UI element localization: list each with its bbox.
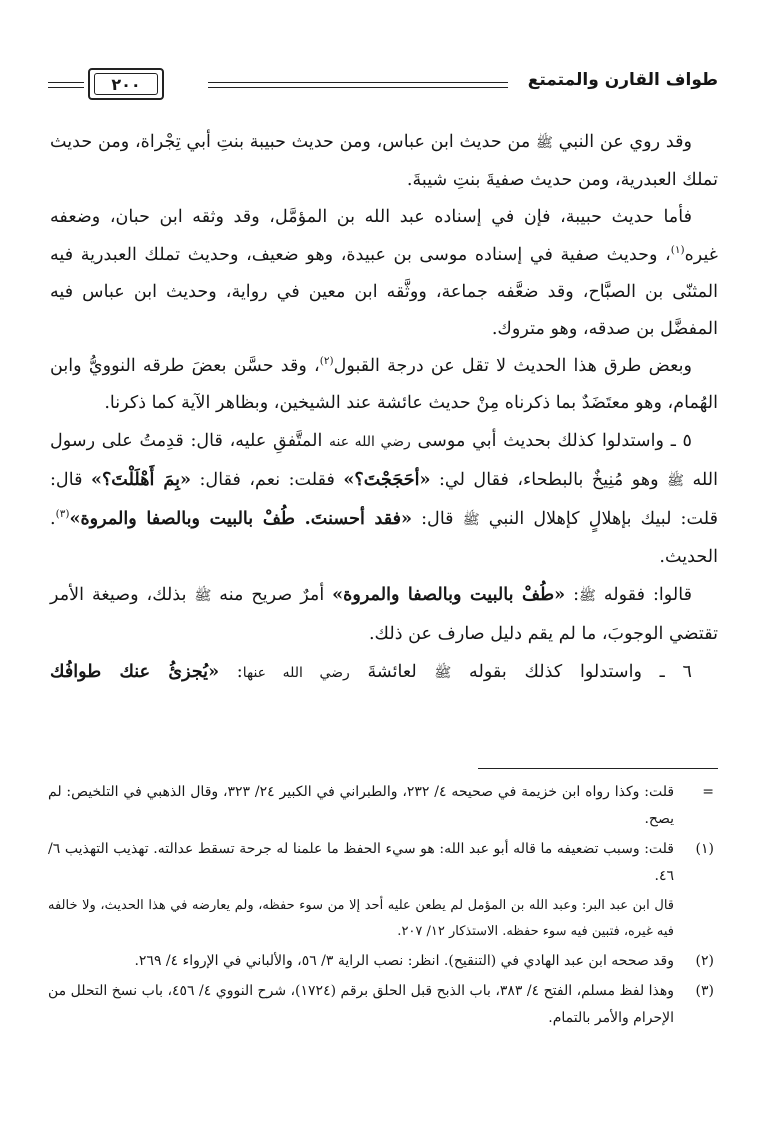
paragraph (50, 653, 718, 692)
paragraph (50, 124, 718, 199)
footnote-text: قلت: وكذا رواه ابن خزيمة في صحيحه ٤/ ٢٣٢، والطبراني في الكبير ٢٤/ ٣٢٣، وقال الذهبي في التلخيص: لم يصح. (48, 784, 675, 827)
footnote-mark: (٢) (695, 953, 714, 969)
text-run: من حديث ابن عباس، ومن حديث حبيبة بنتِ أبي تِجْراة، ومن حديث تملك العبدرية، ومن حديث صفيةَ بنتِ شيبةَ. (50, 132, 718, 191)
text-run: وقد روي عن النبي (552, 132, 692, 152)
header-rule (208, 82, 508, 83)
footnote-mark: (٣) (695, 983, 714, 999)
footnote-text: وقد صححه ابن عبد الهادي في (التنقيح). انظر: نصب الراية ٣/ ٥٦، والألباني في الإرواء ٤/ ٢٦٩. (134, 953, 674, 969)
footnote-item (48, 836, 720, 890)
footnote-item (48, 948, 720, 975)
footnote-text: قلت: وسبب تضعيفه ما قاله أبو عبد الله: هو سيء الحفظ ما علمنا له جرحة تسقط عدالته. تهذيب التهذيب ٦/ ٤٦. (48, 841, 674, 884)
footnote-item (48, 893, 720, 945)
footnote-ref[interactable]: (١) (670, 243, 685, 256)
footnote-text: قال ابن عبد البر: وعبد الله بن المؤمل لم يطعن عليه أحد إلا من سوء حفظه، ولم يعارضه في هذا الحديث، ولا خالفه فيه غيره، فتبين فيه سوء حفظه. الاستذكار ١٢/ ٢٠٧. (48, 898, 674, 939)
honorific-symbol: رضي الله عنها (242, 664, 350, 681)
page-number-frame (88, 68, 164, 100)
page-header (48, 66, 718, 106)
footnote-item (48, 779, 720, 833)
text-run: لعائشةَ (349, 661, 435, 682)
text-run: بذلك، وصيغة الأمر تقتضي الوجوبَ، ما لم يقم دليل صارف عن ذلك. (50, 585, 718, 644)
hadith-quote: «طُفْ بالبيت وبالصفا والمروة» (332, 584, 566, 606)
header-rule (48, 82, 84, 83)
salutation-symbol: ﷺ (667, 472, 684, 489)
text-run: وهو مُنِيخٌ بالبطحاء، فقال لي: (430, 469, 668, 490)
honorific-symbol: رضي الله عنه (329, 433, 411, 450)
text-run: ، وقد حسَّن بعضَ طرقه النوويُّ وابن الهُمام، وهو معتَضَدٌ بما ذكرناه مِنْ حديث عائشة عند الشيخين، وبظاهر الآية كما ذكرنا. (50, 356, 718, 414)
text-run: : (565, 585, 580, 606)
paragraph (50, 348, 718, 422)
salutation-symbol: ﷺ (434, 664, 452, 681)
text-run: فأما حديث حبيبة، فإن في إسناده عبد الله بن المؤمَّل، وقد وثقه ابن حبان، وضعفه غيره (50, 207, 718, 265)
text-run: فقلت: نعم، فقال: (191, 469, 344, 490)
salutation-symbol: ﷺ (462, 512, 480, 529)
text-run: قالوا: فقوله (595, 585, 692, 606)
salutation-symbol: ﷺ (535, 135, 553, 151)
header-rule (48, 87, 84, 88)
salutation-symbol: ﷺ (194, 588, 212, 605)
text-run: . الحديث. (50, 509, 718, 568)
footnote-ref[interactable]: (٣) (55, 508, 70, 521)
footnote-mark: (١) (695, 841, 714, 857)
paragraph (50, 423, 718, 577)
running-title: طواف القارن والمتمتع (527, 70, 718, 90)
footnotes (48, 779, 720, 1035)
hadith-quote: «بِمَ أَهْلَلْتَ؟» (90, 468, 192, 490)
hadith-quote: «يُجزئُ عنك طوافُك (50, 660, 220, 682)
header-rule (208, 87, 508, 88)
text-run: قال: قلت: لبيك بإهلالٍ كإهلال النبي (50, 469, 719, 530)
text-run: : (219, 661, 243, 682)
page-number: ٢٠٠ (94, 73, 158, 95)
text-run: أمرٌ صريح منه (211, 585, 333, 606)
hadith-quote: «فقد أحسنتَ. طُفْ بالبيت وبالصفا والمروة» (69, 508, 413, 530)
paragraph (50, 199, 718, 348)
text-run: ، وحديث صفية في إسناده موسى بن عبيدة، وهو ضعيف، وحديث تملك العبدرية فيه المثنّى بن الصبَّاح، وقد ضعَّفه جماعة، ووثَّقه ابن معين في رواية، وحديث ابن عباس فيه المفضَّل بن صدقه، وهو متروك. (50, 244, 718, 340)
footnote-text: وهذا لفظ مسلم، الفتح ٤/ ٣٨٣، باب الذبح قبل الحلق برقم (١٧٢٤)، شرح النووي ٤/ ٤٥٦، باب نسخ التحلل من الإحرام والأمر بالتمام. (48, 983, 675, 1026)
paragraph (50, 576, 718, 652)
hadith-quote: «أحَجَجْتَ؟» (343, 468, 431, 490)
salutation-symbol: ﷺ (579, 588, 596, 605)
text-run: قال: (412, 509, 463, 530)
text-run: ٦ ـ واستدلوا كذلك بقوله (451, 661, 692, 682)
footnote-item (48, 978, 720, 1032)
text-run: المتَّفقِ عليه، قال: قدِمتُ على رسول الله (50, 430, 718, 490)
text-run: ٥ ـ واستدلوا كذلك بحديث أبي موسى (410, 430, 692, 451)
text-run: وبعض طرق هذا الحديث لا تقل عن درجة القبول (333, 356, 693, 377)
footnote-separator (478, 768, 718, 769)
footnote-mark: = (702, 784, 714, 800)
footnote-ref[interactable]: (٢) (319, 355, 334, 368)
main-text (50, 124, 718, 692)
